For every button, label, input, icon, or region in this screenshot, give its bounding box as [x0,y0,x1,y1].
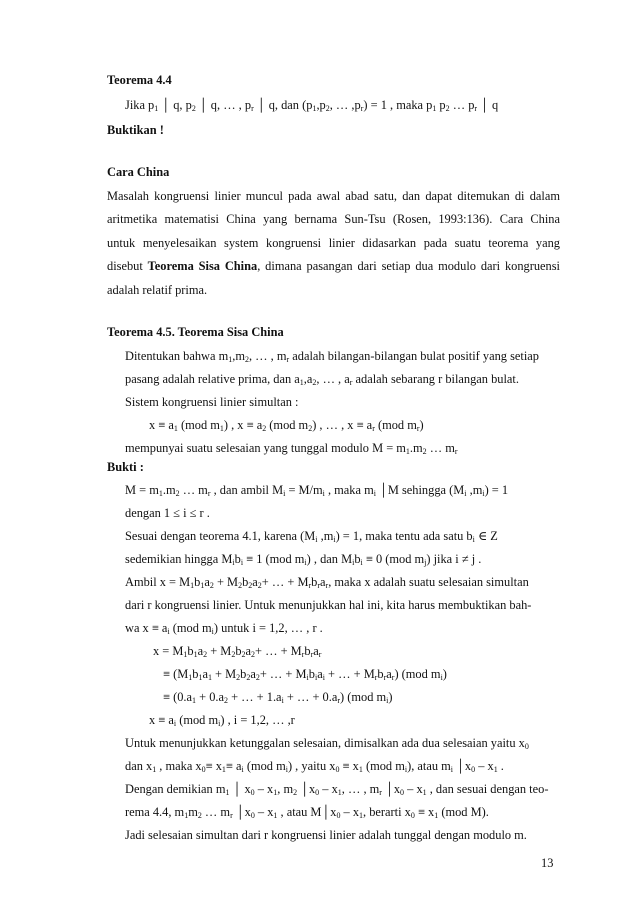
cara-china-line-4-suffix: , dimana pasangan dari setiap dua modulo dari kongruensi [257,259,561,273]
theorem-4-4-title: Teorema 4.4 [107,73,172,87]
congruence-system: $x \equiv a_1$ (mod $m_1$) , $x \equiv a_2$ (mod $m_2$) , … , $x \equiv a_r$ (mod $m_r$) [149,418,424,433]
theorem-4-5-line: mempunyai suatu selesaian yang tunggal modulo $M = m_1.m_2$ … $m_r$ [125,441,458,456]
theorem-4-5-title: Teorema 4.5. Teorema Sisa China [107,325,284,339]
theorem-4-4-statement: Jika $p_1$ │ q, $p_2$ │ q, … , $p_r$ │ q, dan ($p_1,p_2$, … $,p_r) = 1$ , maka $p_1$ $p_2$ … $p_r$ │ q [125,98,499,113]
proof-line: Jadi selesaian simultan dari r kongruensi linier adalah tunggal dengan modulo m. [125,828,527,842]
equation-line: ≡ ($M_1b_1a_1 + M_2b_2a_2+$ … + $M_ib_ia_i$ + … + $M_rb_ra_r$) (mod $m_i$) [163,667,447,682]
equation-line: ≡ ($0.a_1 + 0.a_2$ + … + $1.a_i$ + … + $0.a_r$) (mod $m_i$) [163,690,393,705]
proof-line: dan $x_1$ , maka $x_0\equiv x_1\equiv a_i$ (mod $m_i$) , yaitu $x_0 \equiv x_1$ (mod $m_i$), atau $m_i$ $│x_0 - x_1$ . [125,759,504,774]
cara-china-title: Cara China [107,165,170,179]
equation-line: $x \equiv a_i$ (mod $m_i$) , i = 1,2, … ,r [149,713,295,728]
proof-line: Dengan demikian $m_1$ │ $x_0 - x_1$, $m_2$ $│x_0 - x_1$, … , $m_r$ $│x_0 - x_1$ , dan sesuai dengan teo- [125,782,549,797]
theorem-4-5-line: Ditentukan bahwa $m_1,m_2$, … , $m_r$ adalah bilangan-bilangan bulat positif yang setiap [125,349,539,364]
proof-line: dari r kongruensi linier. Untuk menunjukkan hal ini, kita harus membuktikan bah- [125,598,532,612]
proof-line: sedemikian hingga $M_ib_i \equiv 1$ (mod $m_i$) , dan $M_ib_i \equiv 0$ (mod $m_j$) jika i ≠ j . [125,552,482,567]
theorem-4-5-line: Sistem kongruensi linier simultan : [125,395,299,409]
proof-line: Untuk menunjukkan ketunggalan selesaian, dimisalkan ada dua selesaian yaitu $x_0$ [125,736,529,751]
cara-china-line: untuk menyelesaikan system kongruensi linier didasarkan pada suatu teorema yang [107,236,560,250]
theorem-name-bold: Teorema Sisa China [147,259,258,273]
cara-china-line: adalah relatif prima. [107,283,208,297]
proof-prompt: Buktikan ! [107,123,164,137]
cara-china-line: aritmetika matematisi China yang bernama Sun-Tsu (Rosen, 1993:136). Cara China [107,212,560,226]
theorem-4-5-line: pasang adalah relative prima, dan $a_1,a_2$, … , $a_r$ adalah sebarang r bilangan bulat. [125,372,519,387]
cara-china-line-4-prefix: disebut [107,259,148,273]
equation-line: $x = M_1b_1a_2 + M_2b_2a_2+$ … + $M_rb_ra_r$ [153,644,322,659]
proof-line: Ambil $x = M_1b_1a_2 + M_2b_2a_2+$ … + $M_rb_ra_r$, maka x adalah suatu selesaian simultan [125,575,529,590]
cara-china-line: Masalah kongruensi linier muncul pada awal abad satu, dan dapat ditemukan di dalam [107,189,560,203]
cara-china-line-4 [107,259,560,273]
proof-line: Sesuai dengan teorema 4.1, karena ($M_i$ $,m_i) = 1$, maka tentu ada satu $b_i$ ∈ Z [125,529,498,544]
proof-line: dengan 1 ≤ i ≤ r . [125,506,210,520]
proof-line: rema 4.4, $m_1m_2$ … $m_r$ $│x_0 - x_1$ , atau $M│x_0 - x_1$, berarti $x_0 \equiv x_1$ (mod M). [125,805,489,820]
proof-line: wa $x \equiv a_i$ (mod $m_i$) untuk i = 1,2, … , r . [125,621,323,636]
page-number: 13 [541,856,554,870]
proof-line: $M = m_1.m_2$ … $m_r$ , dan ambil $M_i = M/m_i$ , maka $m_i$ │M sehingga ($M_i$ $,m_i) = 1$ [125,483,509,498]
bukti-title: Bukti : [107,460,144,474]
